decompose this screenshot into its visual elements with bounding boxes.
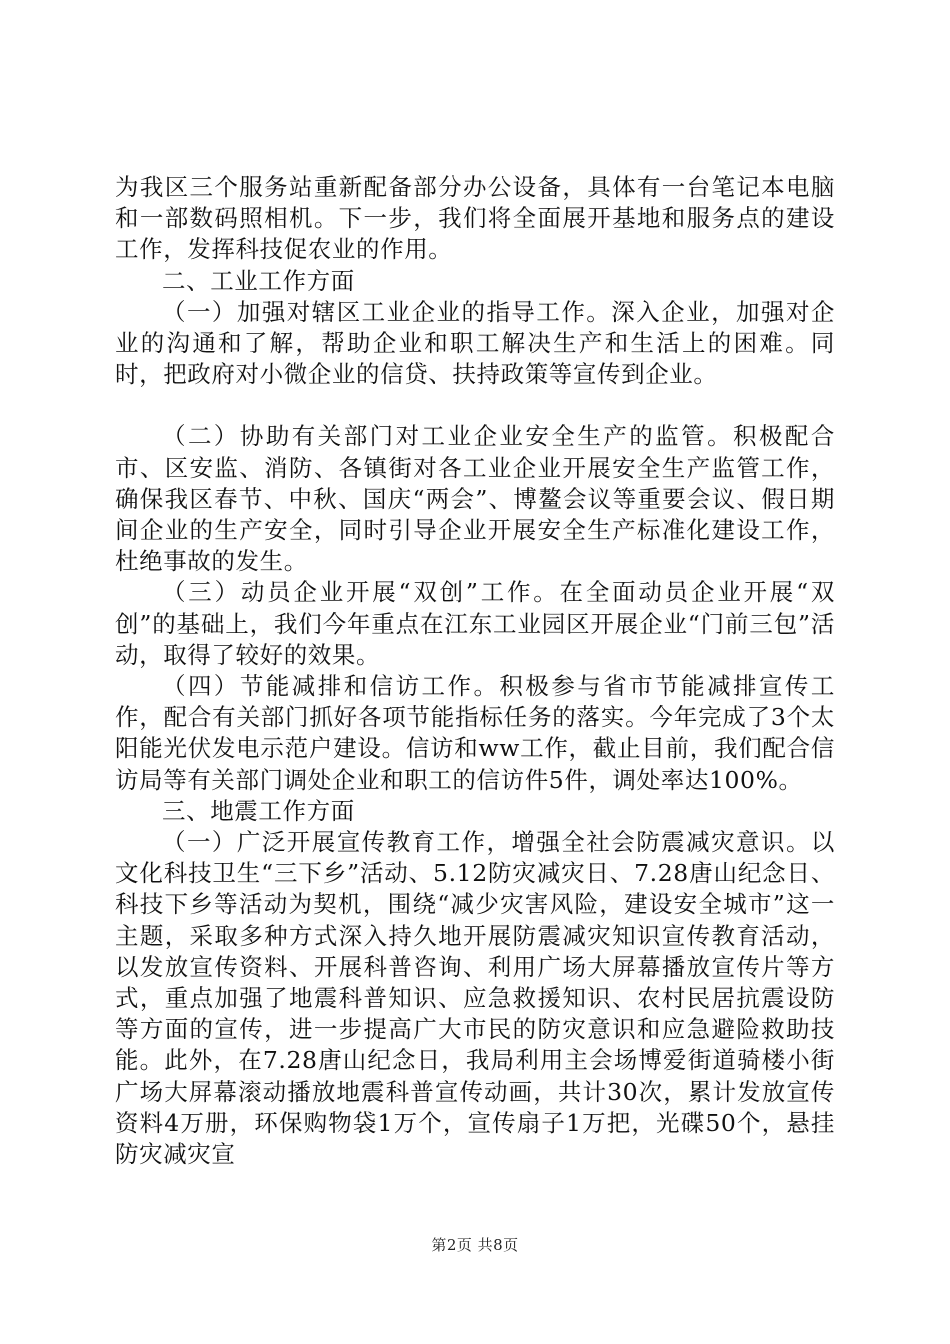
section-heading-industry: 二、工业工作方面 [162, 266, 355, 295]
paragraph-industry-2: （二）协助有关部门对工业企业安全生产的监管。积极配合市、区安监、消防、各镇街对各工业企业开展安全生产监管工作，确保我区春节、中秋、国庆“两会”、博鳌会议等重要会议、假日期间企业的生产安全，同时引导企业开展安全生产标准化建设工作，杜绝事故的发生。 [115, 422, 835, 576]
paragraph-industry-4: （四）节能减排和信访工作。积极参与省市节能减排宣传工作，配合有关部门抓好各项节能指标任务的落实。今年完成了3个太阳能光伏发电示范户建设。信访和ww工作，截止目前，我们配合信访局等有关部门调处企业和职工的信访件5件，调处率达100%。 [115, 672, 835, 794]
paragraph-gap [115, 390, 835, 421]
page-number-footer: 第2页 共8页 [431, 1236, 519, 1254]
section-heading-earthquake: 三、地震工作方面 [162, 796, 355, 825]
paragraph-industry-3: （三）动员企业开展“双创”工作。在全面动员企业开展“双创”的基础上，我们今年重点在江东工业园区开展企业“门前三包”活动，取得了较好的效果。 [115, 578, 835, 669]
paragraph-industry-1: （一）加强对辖区工业企业的指导工作。深入企业，加强对企业的沟通和了解，帮助企业和职工解决生产和生活上的困难。同时，把政府对小微企业的信贷、扶持政策等宣传到企业。 [115, 297, 835, 389]
paragraph-earthquake-1: （一）广泛开展宣传教育工作，增强全社会防震减灾意识。以文化科技卫生“三下乡”活动、5.12防灾减灾日、7.28唐山纪念日、科技下乡等活动为契机，围绕“减少灾害风险，建设安全城市”这一主题，采取多种方式深入持久地开展防震减灾知识宣传教育活动，以发放宣传资料、开展科普咨询、利用广场大屏幕播放宣传片等方式，重点加强了地震科普知识、应急救援知识、农村民居抗震设防等方面的宣传，进一步提高广大市民的防灾意识和应急避险救助技能。此外，在7.28唐山纪念日，我局利用主会场博爱街道骑楼小街广场大屏幕滚动播放地震科普宣传动画，共计30次，累计发放宣传资料4万册，环保购物袋1万个，宣传扇子1万把，光碟50个，悬挂防灾减灾宣 [115, 828, 835, 1169]
document-body [115, 172, 835, 1170]
paragraph-continuation: 为我区三个服务站重新配备部分办公设备，具体有一台笔记本电脑和一部数码照相机。下一步，我们将全面展开基地和服务点的建设工作，发挥科技促农业的作用。 [115, 173, 835, 264]
